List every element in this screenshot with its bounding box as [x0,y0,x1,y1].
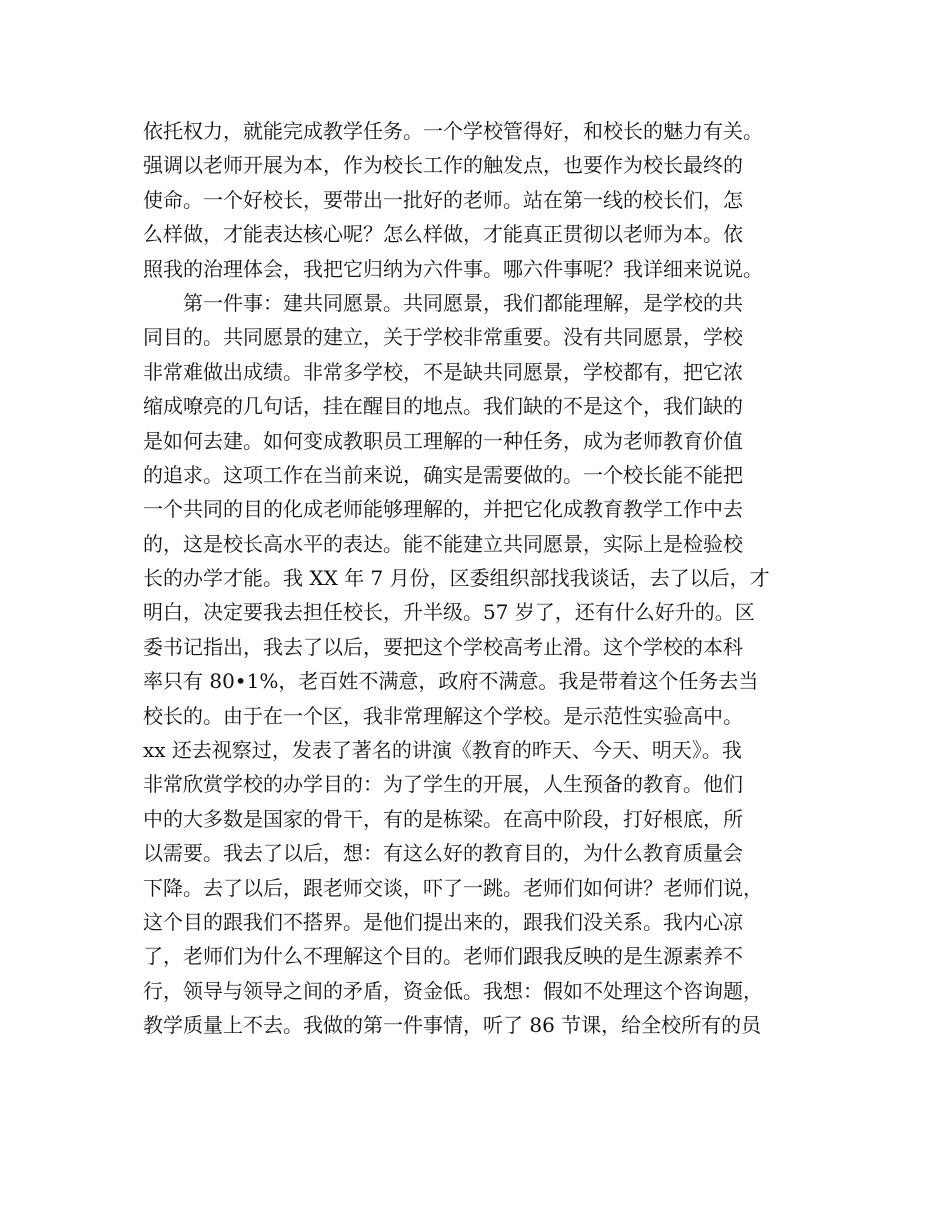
text-line: 这个目的跟我们不搭界。是他们提出来的，跟我们没关系。我内心凉 [143,909,743,934]
text-line: 的追求。这项工作在当前来说，确实是需要做的。一个校长能不能把 [143,462,743,487]
text-line: 率只有 80•1%，老百姓不满意，政府不满意。我是带着这个任务去当 [143,669,759,694]
text-line: 长的办学才能。我 XX 年 7 月份，区委组织部找我谈话，去了以后，才 [143,566,770,591]
text-line: 校长的。由于在一个区，我非常理解这个学校。是示范性实验高中。 [143,703,743,728]
text-line: xx 还去视察过，发表了著名的讲演《教育的昨天、今天、明天》。我 [143,738,742,763]
text-line: 明白，决定要我去担任校长，升半级。57 岁了，还有什么好升的。区 [143,600,755,625]
body-text [143,114,823,1043]
text-line: 么样做，才能表达核心呢？怎么样做，才能真正贯彻以老师为本。依 [143,222,743,247]
text-line: 行，领导与领导之间的矛盾，资金低。我想：假如不处理这个咨询题， [143,978,763,1003]
text-line: 以需要。我去了以后，想：有这么好的教育目的，为什么教育质量会 [143,841,743,866]
text-line: 下降。去了以后，跟老师交谈，吓了一跳。老师们如何讲？老师们说， [143,875,763,900]
text-line: 教学质量上不去。我做的第一件事情，听了 86 节课，给全校所有的员 [143,1013,762,1038]
text-line: 使命。一个好校长，要带出一批好的老师。站在第一线的校长们，怎 [143,187,743,212]
text-line: 非常难做出成绩。非常多学校，不是缺共同愿景，学校都有，把它浓 [143,359,743,384]
text-line: 中的大多数是国家的骨干，有的是栋梁。在高中阶段，打好根底，所 [143,806,743,831]
text-line: 非常欣赏学校的办学目的：为了学生的开展，人生预备的教育。他们 [143,772,743,797]
text-line: 委书记指出，我去了以后，要把这个学校高考止滑。这个学校的本科 [143,634,743,659]
text-line: 照我的治理体会，我把它归纳为六件事。哪六件事呢？我详细来说说。 [143,256,763,281]
text-line: 是如何去建。如何变成教职员工理解的一种任务，成为老师教育价值 [143,428,743,453]
text-line: 了，老师们为什么不理解这个目的。老师们跟我反映的是生源素养不 [143,944,743,969]
text-line: 第一件事：建共同愿景。共同愿景，我们都能理解，是学校的共 [183,290,743,315]
text-line: 强调以老师开展为本，作为校长工作的触发点，也要作为校长最终的 [143,153,743,178]
text-line: 依托权力，就能完成教学任务。一个学校管得好，和校长的魅力有关。 [143,119,763,143]
text-line: 一个共同的目的化成老师能够理解的，并把它化成教育教学工作中去 [143,497,743,522]
text-line: 缩成嘹亮的几句话，挂在醒目的地点。我们缺的不是这个，我们缺的 [143,394,743,419]
text-line: 同目的。共同愿景的建立，关于学校非常重要。没有共同愿景，学校 [143,325,743,350]
text-line: 的，这是校长高水平的表达。能不能建立共同愿景，实际上是检验校 [143,531,743,556]
